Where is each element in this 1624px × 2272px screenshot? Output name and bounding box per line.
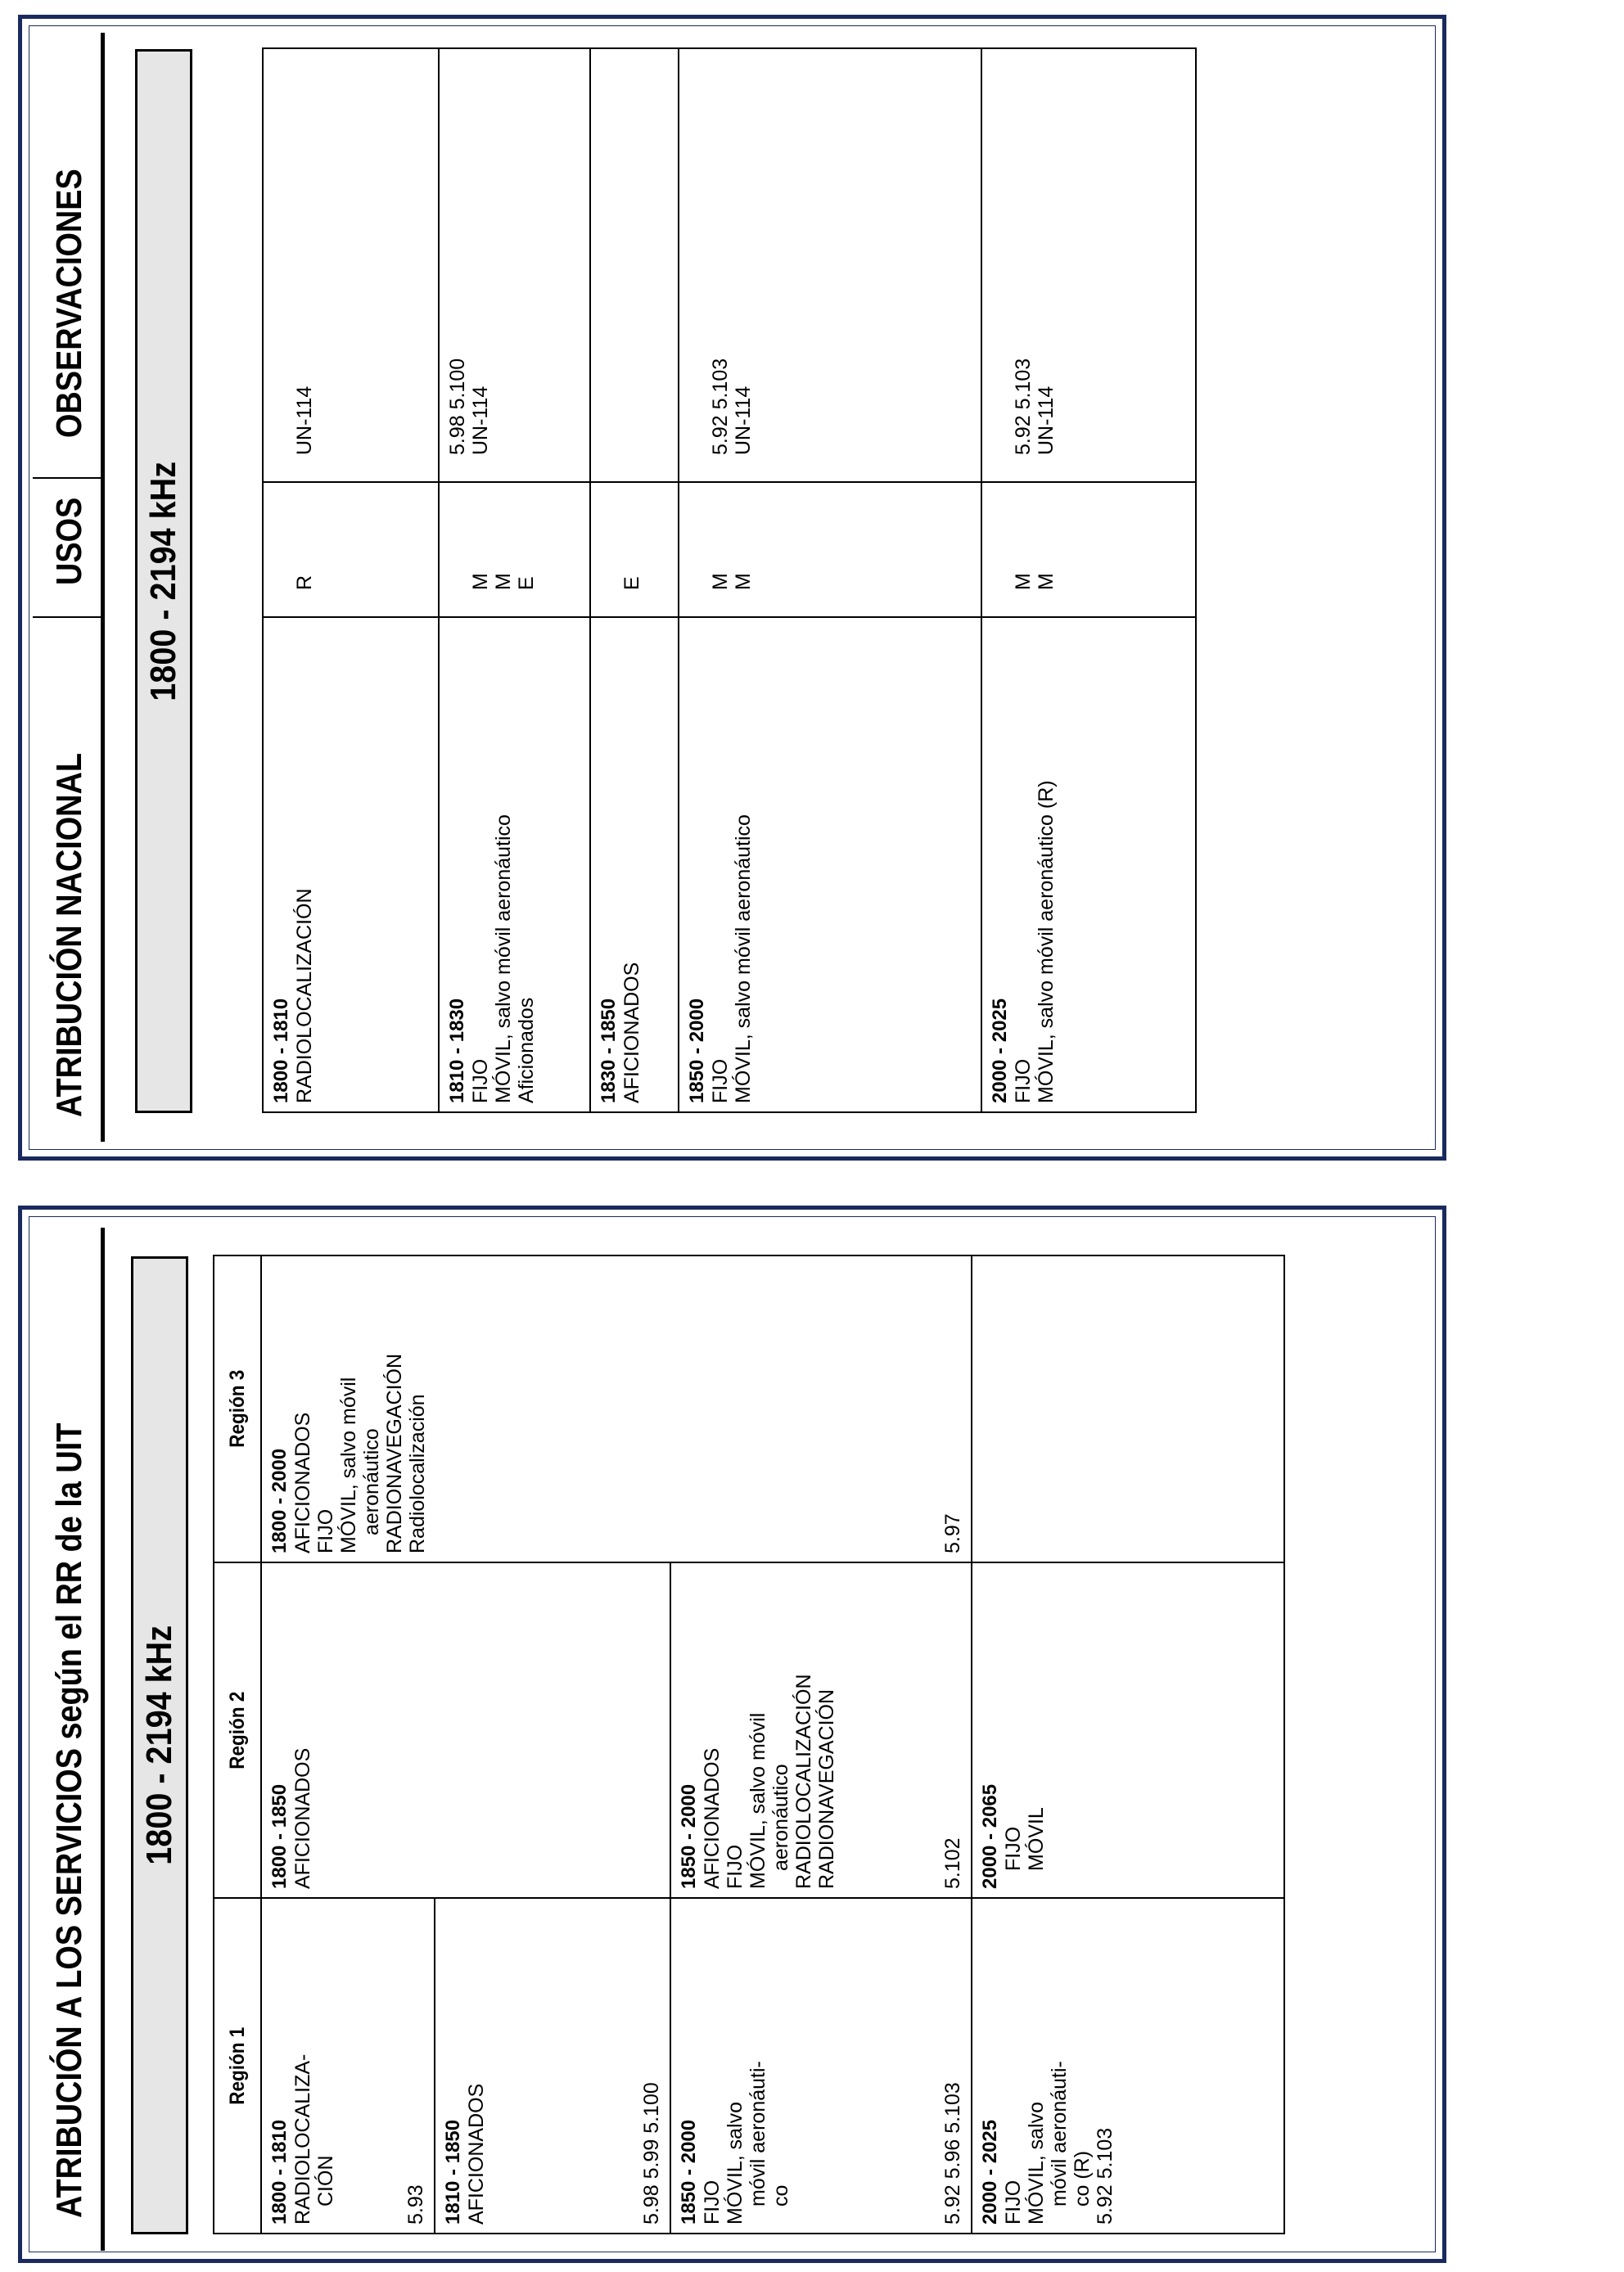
nat-obs-cell bbox=[590, 48, 679, 482]
region-2-column bbox=[261, 1562, 1284, 1898]
national-row-1830-1850 bbox=[590, 48, 679, 1112]
national-band-banner bbox=[135, 49, 192, 1113]
r1-cell-1850-2000: 1850 - 2000 FIJO MÓVIL, salvo móvil aeronáuti- co 5.92 5.96 5.103 bbox=[671, 1899, 972, 2233]
r1-cell-1810-1850: 1810 - 1850 AFICIONADOS 5.98 5.99 5.100 bbox=[435, 1899, 671, 2233]
national-row-2000-2025 bbox=[981, 48, 1196, 1112]
national-row-1800-1810 bbox=[263, 48, 439, 1112]
nat-usos-cell: M M bbox=[679, 482, 981, 617]
itu-panel-content bbox=[33, 1228, 1437, 2251]
national-row-1850-2000 bbox=[679, 48, 981, 1112]
nat-obs-cell: 5.92 5.103 UN-114 bbox=[981, 48, 1196, 482]
national-row-1810-1830 bbox=[439, 48, 590, 1112]
itu-panel-title: ATRIBUCIÓN A LOS SERVICIOS según el RR de la UIT bbox=[49, 1422, 89, 2218]
itu-band-label: 1800 - 2194 kHz bbox=[139, 1625, 179, 1865]
nat-usos-cell: E bbox=[590, 482, 679, 617]
nat-alloc-cell: 1810 - 1830 FIJO MÓVIL, salvo móvil aeronáutico Aficionados bbox=[439, 617, 590, 1112]
region-1-header: Región 1 bbox=[214, 1898, 261, 2234]
nat-alloc-cell: 1800 - 1810 RADIOLOCALIZACIÓN bbox=[263, 617, 439, 1112]
nat-usos-cell: M M bbox=[981, 482, 1196, 617]
r2-cell-1800-1850: 1800 - 1850 AFICIONADOS bbox=[262, 1563, 671, 1897]
national-panel-content bbox=[33, 33, 1437, 1142]
nat-alloc-cell: 1830 - 1850 AFICIONADOS bbox=[590, 617, 679, 1112]
nat-obs-cell: 5.98 5.100 UN-114 bbox=[439, 48, 590, 482]
r3-cell-1800-2000: 1800 - 2000 AFICIONADOS FIJO MÓVIL, salvo móvil aeronáutico RADIONAVEGACIÓN Radiolocalización 5.97 bbox=[262, 1256, 972, 1562]
r1-cell-2000-2025: 2000 - 2025 FIJO MÓVIL, salvo móvil aeronáuti- co (R) 5.92 5.103 bbox=[979, 2061, 1116, 2225]
region-2-header: Región 2 bbox=[214, 1562, 261, 1898]
itu-allocation-table bbox=[213, 1255, 1285, 2234]
r3-cell-empty bbox=[972, 1256, 1185, 1562]
nat-usos-cell: M M E bbox=[439, 482, 590, 617]
r2-cell-2000-2065: 2000 - 2065 FIJO MÓVIL bbox=[979, 1783, 1048, 1889]
national-title-rule bbox=[101, 33, 105, 1142]
header-separator-1 bbox=[33, 616, 102, 618]
nat-alloc-cell: 2000 - 2025 FIJO MÓVIL, salvo móvil aeronáutico (R) bbox=[981, 617, 1196, 1112]
itu-title-rule bbox=[101, 1228, 105, 2251]
header-separator-2 bbox=[33, 477, 102, 479]
national-header-usos: USOS bbox=[49, 497, 89, 585]
national-band-label: 1800 - 2194 kHz bbox=[143, 461, 183, 701]
nat-obs-cell: 5.92 5.103 UN-114 bbox=[679, 48, 981, 482]
nat-usos-cell: R bbox=[263, 482, 439, 617]
national-header-attribution: ATRIBUCIÓN NACIONAL bbox=[49, 753, 89, 1117]
r2-cell-1850-2000: 1850 - 2000 AFICIONADOS FIJO MÓVIL, salvo móvil aeronáutico RADIOLOCALIZACIÓN RADIONAVEGACIÓN 5.102 bbox=[671, 1563, 972, 1897]
region-1-column bbox=[261, 1898, 1284, 2234]
national-header-observaciones: OBSERVACIONES bbox=[49, 169, 89, 438]
region-3-column bbox=[261, 1255, 1284, 1562]
national-allocation-table bbox=[262, 47, 1197, 1113]
nat-obs-cell: UN-114 bbox=[263, 48, 439, 482]
r1-cell-1800-1810: 1800 - 1810 RADIOLOCALIZA- CIÓN 5.93 bbox=[262, 1899, 435, 2233]
nat-alloc-cell: 1850 - 2000 FIJO MÓVIL, salvo móvil aeronáutico bbox=[679, 617, 981, 1112]
region-3-header: Región 3 bbox=[214, 1255, 261, 1562]
itu-band-banner bbox=[131, 1256, 188, 2234]
